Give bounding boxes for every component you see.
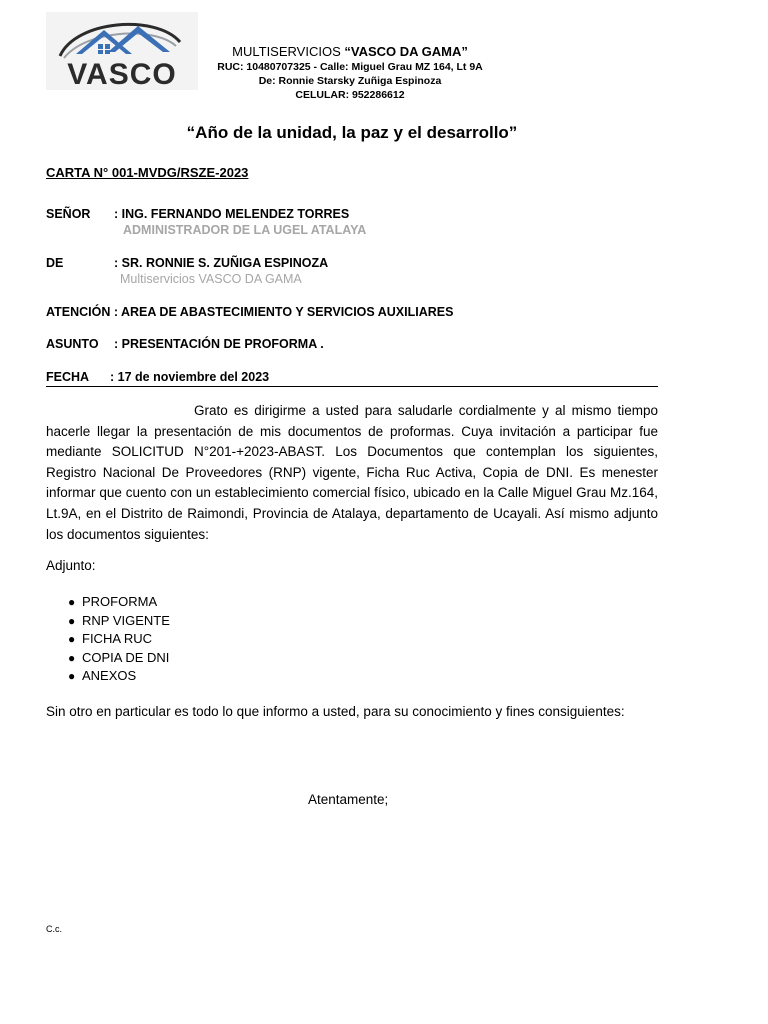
- list-item: ● ANEXOS: [68, 667, 170, 686]
- carbon-copy-note: C.c.: [46, 924, 63, 934]
- ruc-address-line: RUC: 10480707325 - Calle: Miguel Grau MZ 164, Lt 9A: [217, 61, 483, 73]
- business-name-line: [200, 44, 500, 60]
- sender-label: DE: [46, 256, 64, 270]
- letter-reference: CARTA N° 001-MVDG/RSZE-2023: [46, 165, 249, 180]
- bullet-icon: ●: [68, 669, 76, 683]
- bullet-icon: ●: [68, 595, 76, 609]
- header-divider: [46, 386, 658, 387]
- business-name: “VASCO DA GAMA”: [344, 44, 468, 59]
- subject-field: [46, 336, 324, 352]
- date-label: FECHA: [46, 370, 90, 384]
- letter-body: [46, 401, 658, 545]
- attachments-list: [68, 593, 170, 686]
- list-item: ● FICHA RUC: [68, 630, 170, 649]
- list-item: ● RNP VIGENTE: [68, 612, 170, 631]
- phone-line: CELULAR: 952286612: [295, 89, 405, 101]
- closing-sentence: Sin otro en particular es todo lo que informo a usted, para su conocimiento y fines consiguientes:: [46, 704, 625, 719]
- attention-field: ATENCIÓN : AREA DE ABASTECIMIENTO Y SERVICIOS AUXILIARES: [46, 305, 454, 319]
- recipient-value: : ING. FERNANDO MELENDEZ TORRES: [114, 207, 350, 221]
- date-field: [46, 369, 269, 385]
- sender-value: : SR. RONNIE S. ZUÑIGA ESPINOZA: [114, 256, 329, 270]
- sender-company: Multiservicios VASCO DA GAMA: [120, 272, 302, 286]
- year-motto: “Año de la unidad, la paz y el desarrollo”: [186, 123, 518, 142]
- owner-line: De: Ronnie Starsky Zuñiga Espinoza: [258, 75, 442, 87]
- farewell: Atentamente;: [308, 792, 389, 807]
- logo-text: VASCO: [67, 58, 177, 91]
- letter-body-text: Grato es dirigirme a usted para saludarle cordialmente y al mismo tiempo hacerle llegar la presentación de mis documentos de proformas. Cuya invitación a participar fue mediante SOLICITUD N°201-+2023-ABAST. Los Documentos que contemplan los siguientes, Registro Nacional De Proveedores (RNP) vigente, Ficha Ruc Activa, Copia de DNI. Es menester informar que cuento con un establecimiento comercial físico, ubicado en la Calle Miguel Grau Mz.164, Lt.9A, en el Distrito de Raimondi, Provincia de Atalaya, departamento de Ucayali. Así mismo adjunto los documentos siguientes:: [46, 403, 658, 542]
- recipient-title: ADMINISTRADOR DE LA UGEL ATALAYA: [123, 223, 367, 237]
- list-item: ● PROFORMA: [68, 593, 170, 612]
- bullet-icon: ●: [68, 613, 76, 628]
- list-item: ● COPIA DE DNI: [68, 649, 170, 668]
- bullet-icon: ●: [68, 632, 76, 646]
- company-logo: [46, 12, 198, 90]
- business-prefix: MULTISERVICIOS: [232, 44, 345, 59]
- recipient-label: SEÑOR: [46, 207, 91, 221]
- date-value: : 17 de noviembre del 2023: [110, 370, 270, 384]
- attachments-label: Adjunto:: [46, 558, 96, 573]
- letterhead: [200, 44, 500, 102]
- recipient-field: [46, 206, 349, 222]
- subject-value: : PRESENTACIÓN DE PROFORMA .: [114, 337, 324, 351]
- sender-field: [46, 255, 328, 271]
- bullet-icon: ●: [68, 650, 76, 665]
- subject-label: ASUNTO: [46, 337, 99, 351]
